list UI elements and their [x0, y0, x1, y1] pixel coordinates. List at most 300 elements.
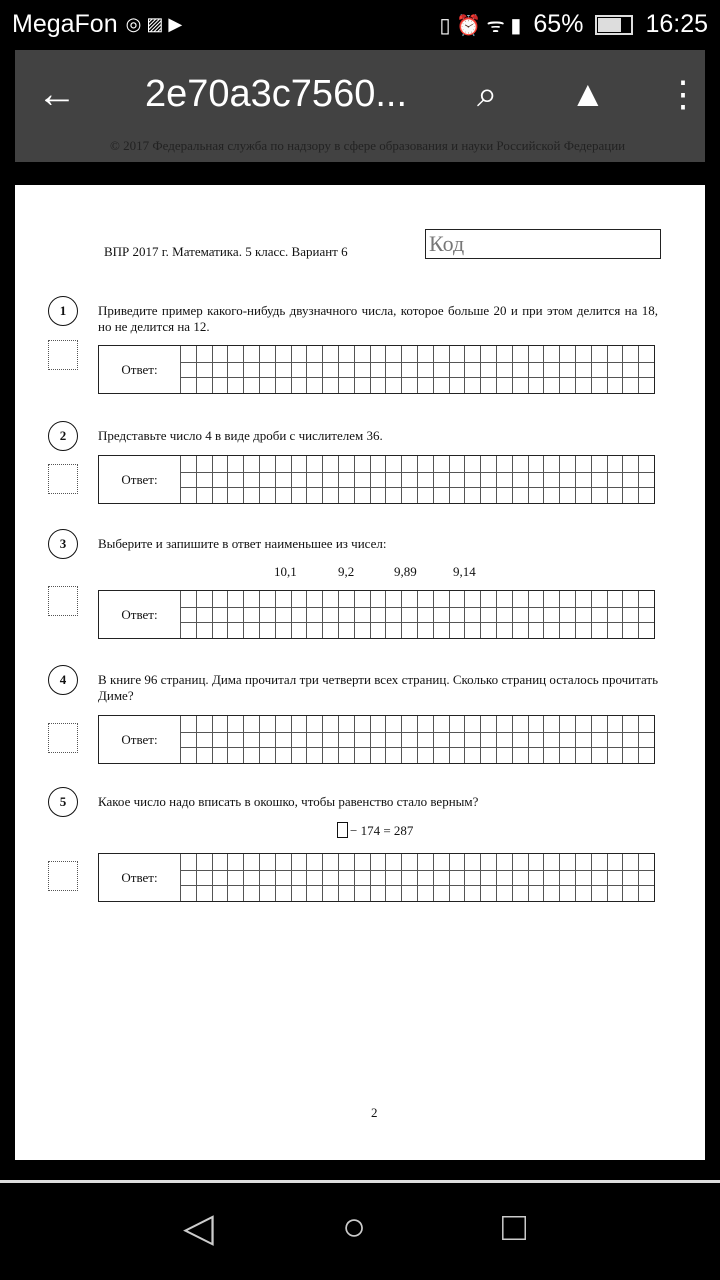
grid-cell — [464, 747, 480, 763]
grid-cell — [512, 487, 528, 503]
grid-cell — [575, 362, 591, 378]
grid-cell — [512, 362, 528, 378]
grid-cell — [227, 732, 243, 748]
grid-cell — [543, 607, 559, 623]
grid-cell — [464, 622, 480, 638]
grid-cell — [638, 607, 654, 623]
grid-cell — [196, 732, 212, 748]
carrier: MegaFon — [12, 10, 118, 38]
grid-cell — [607, 885, 623, 901]
grid-cell — [449, 591, 465, 607]
number-option: 9,2 — [338, 564, 355, 579]
score-box — [48, 586, 78, 616]
grid-cell — [227, 487, 243, 503]
grid-cell — [338, 362, 354, 378]
grid-cell — [622, 346, 638, 362]
grid-cell — [275, 346, 291, 362]
status-bar — [0, 0, 720, 50]
grid-cell — [227, 607, 243, 623]
grid-cell — [196, 607, 212, 623]
grid-cell — [370, 607, 386, 623]
grid-cell — [370, 472, 386, 488]
grid-cell — [575, 747, 591, 763]
grid-cell — [607, 732, 623, 748]
grid-cell — [638, 854, 654, 870]
grid-cell — [559, 362, 575, 378]
grid-cell — [227, 362, 243, 378]
grid-cell — [259, 472, 275, 488]
grid-cell — [496, 747, 512, 763]
grid-cell — [480, 362, 496, 378]
grid-cell — [591, 607, 607, 623]
grid-cell — [338, 622, 354, 638]
grid-cell — [354, 716, 370, 732]
grid-cell — [575, 377, 591, 393]
grid-cell — [433, 472, 449, 488]
grid-cell — [449, 732, 465, 748]
grid-cell — [259, 487, 275, 503]
grid-cell — [543, 346, 559, 362]
grid-cell — [354, 622, 370, 638]
more-options-icon[interactable]: ⋮ — [665, 73, 701, 114]
question-text: В книге 96 страниц. Дима прочитал три четверти всех страниц. Сколько страниц осталось прочитать Диме? — [98, 672, 658, 703]
grid-cell — [464, 472, 480, 488]
grid-cell — [559, 747, 575, 763]
grid-cell — [354, 591, 370, 607]
answer-label: Ответ: — [121, 362, 158, 377]
grid-cell — [385, 870, 401, 886]
grid-cell — [322, 377, 338, 393]
grid-cell — [354, 377, 370, 393]
score-box — [48, 340, 78, 370]
grid-cell — [401, 472, 417, 488]
grid-cell — [354, 362, 370, 378]
grid-cell — [180, 487, 196, 503]
grid-cell — [480, 716, 496, 732]
grid-cell — [243, 377, 259, 393]
grid-cell — [607, 487, 623, 503]
grid-cell — [354, 472, 370, 488]
answer-grid — [180, 591, 654, 638]
grid-cell — [480, 591, 496, 607]
grid-cell — [622, 591, 638, 607]
grid-cell — [543, 732, 559, 748]
grid-cell — [417, 362, 433, 378]
grid-cell — [480, 854, 496, 870]
drive-add-icon[interactable]: ▲ — [570, 73, 606, 114]
question-number: 5 — [48, 787, 78, 817]
grid-cell — [512, 456, 528, 472]
grid-cell — [417, 472, 433, 488]
grid-cell — [259, 622, 275, 638]
grid-cell — [306, 472, 322, 488]
grid-cell — [417, 870, 433, 886]
grid-cell — [275, 456, 291, 472]
grid-cell — [591, 732, 607, 748]
answer-box — [98, 590, 655, 639]
grid-cell — [591, 377, 607, 393]
grid-cell — [417, 591, 433, 607]
grid-cell — [259, 456, 275, 472]
grid-cell — [401, 456, 417, 472]
grid-cell — [370, 346, 386, 362]
grid-cell — [322, 472, 338, 488]
grid-cell — [306, 622, 322, 638]
grid-cell — [180, 747, 196, 763]
grid-cell — [591, 346, 607, 362]
battery-icon — [595, 15, 633, 35]
grid-cell — [449, 747, 465, 763]
grid-cell — [291, 854, 307, 870]
grid-cell — [433, 487, 449, 503]
grid-cell — [607, 591, 623, 607]
grid-cell — [322, 854, 338, 870]
grid-cell — [338, 346, 354, 362]
grid-cell — [622, 747, 638, 763]
back-triangle-icon[interactable]: ◁ — [183, 1206, 214, 1250]
grid-cell — [243, 870, 259, 886]
grid-cell — [401, 346, 417, 362]
grid-cell — [338, 487, 354, 503]
grid-cell — [291, 607, 307, 623]
grid-cell — [638, 377, 654, 393]
answer-grid — [180, 854, 654, 901]
grid-cell — [196, 456, 212, 472]
grid-cell — [196, 716, 212, 732]
grid-cell — [496, 732, 512, 748]
grid-cell — [243, 346, 259, 362]
grid-cell — [306, 885, 322, 901]
grid-cell — [559, 622, 575, 638]
grid-cell — [512, 854, 528, 870]
grid-cell — [259, 607, 275, 623]
grid-cell — [543, 870, 559, 886]
answer-grid — [180, 456, 654, 503]
grid-cell — [607, 377, 623, 393]
grid-cell — [259, 732, 275, 748]
grid-cell — [433, 346, 449, 362]
grid-cell — [322, 732, 338, 748]
grid-cell — [338, 870, 354, 886]
grid-cell — [528, 591, 544, 607]
grid-cell — [275, 732, 291, 748]
grid-cell — [622, 456, 638, 472]
grid-cell — [306, 487, 322, 503]
grid-cell — [385, 622, 401, 638]
grid-cell — [259, 377, 275, 393]
grid-cell — [575, 346, 591, 362]
grid-cell — [259, 747, 275, 763]
grid-cell — [417, 885, 433, 901]
clock: 16:25 — [645, 10, 708, 38]
grid-cell — [559, 456, 575, 472]
grid-cell — [638, 732, 654, 748]
question-number: 2 — [48, 421, 78, 451]
grid-cell — [464, 456, 480, 472]
grid-cell — [417, 377, 433, 393]
grid-cell — [401, 870, 417, 886]
grid-cell — [243, 607, 259, 623]
grid-cell — [543, 362, 559, 378]
grid-cell — [227, 854, 243, 870]
grid-cell — [259, 362, 275, 378]
grid-cell — [528, 472, 544, 488]
grid-cell — [480, 472, 496, 488]
grid-cell — [622, 487, 638, 503]
grid-cell — [370, 854, 386, 870]
grid-cell — [559, 487, 575, 503]
grid-cell — [433, 607, 449, 623]
grid-cell — [306, 377, 322, 393]
grid-cell — [638, 885, 654, 901]
grid-cell — [512, 747, 528, 763]
grid-cell — [559, 607, 575, 623]
grid-cell — [512, 377, 528, 393]
recents-square-icon[interactable]: □ — [502, 1205, 527, 1249]
grid-cell — [306, 747, 322, 763]
score-box — [48, 464, 78, 494]
grid-cell — [243, 732, 259, 748]
grid-cell — [638, 472, 654, 488]
grid-cell — [370, 377, 386, 393]
grid-cell — [180, 346, 196, 362]
grid-cell — [607, 362, 623, 378]
grid-cell — [559, 472, 575, 488]
grid-cell — [354, 854, 370, 870]
grid-cell — [212, 472, 228, 488]
grid-cell — [354, 747, 370, 763]
blank-box — [337, 822, 348, 838]
grid-cell — [306, 591, 322, 607]
grid-cell — [638, 622, 654, 638]
grid-cell — [607, 870, 623, 886]
number-option: 9,89 — [394, 564, 417, 579]
grid-cell — [464, 732, 480, 748]
grid-cell — [512, 870, 528, 886]
grid-cell — [607, 346, 623, 362]
grid-cell — [464, 870, 480, 886]
grid-cell — [196, 591, 212, 607]
grid-cell — [528, 622, 544, 638]
grid-cell — [496, 487, 512, 503]
grid-cell — [559, 870, 575, 886]
grid-cell — [607, 607, 623, 623]
grid-cell — [322, 716, 338, 732]
grid-cell — [370, 456, 386, 472]
code-field: Код — [425, 229, 661, 259]
grid-cell — [528, 607, 544, 623]
grid-cell — [543, 377, 559, 393]
grid-cell — [433, 622, 449, 638]
grid-cell — [243, 622, 259, 638]
grid-cell — [212, 487, 228, 503]
grid-cell — [227, 377, 243, 393]
app-toolbar — [15, 50, 705, 162]
grid-cell — [480, 346, 496, 362]
grid-cell — [401, 747, 417, 763]
grid-cell — [227, 622, 243, 638]
battery-percent: 65% — [533, 10, 584, 38]
grid-cell — [575, 456, 591, 472]
grid-cell — [528, 346, 544, 362]
grid-cell — [291, 472, 307, 488]
grid-cell — [338, 456, 354, 472]
grid-cell — [543, 716, 559, 732]
grid-cell — [322, 591, 338, 607]
grid-cell — [622, 716, 638, 732]
grid-cell — [464, 377, 480, 393]
grid-cell — [449, 346, 465, 362]
grid-cell — [559, 346, 575, 362]
grid-cell — [212, 622, 228, 638]
grid-cell — [243, 885, 259, 901]
grid-cell — [196, 854, 212, 870]
grid-cell — [417, 747, 433, 763]
answer-grid — [180, 346, 654, 393]
grid-cell — [449, 487, 465, 503]
grid-cell — [322, 346, 338, 362]
grid-cell — [528, 870, 544, 886]
grid-cell — [180, 377, 196, 393]
grid-cell — [512, 732, 528, 748]
grid-cell — [559, 377, 575, 393]
grid-cell — [417, 732, 433, 748]
grid-cell — [180, 732, 196, 748]
grid-cell — [291, 747, 307, 763]
grid-cell — [559, 591, 575, 607]
grid-cell — [449, 456, 465, 472]
grid-cell — [638, 362, 654, 378]
grid-cell — [275, 487, 291, 503]
question-number: 1 — [48, 296, 78, 326]
grid-cell — [322, 362, 338, 378]
grid-cell — [622, 885, 638, 901]
grid-cell — [243, 487, 259, 503]
grid-cell — [322, 607, 338, 623]
grid-cell — [464, 487, 480, 503]
grid-cell — [370, 591, 386, 607]
grid-cell — [227, 716, 243, 732]
grid-cell — [180, 885, 196, 901]
grid-cell — [338, 591, 354, 607]
grid-cell — [354, 885, 370, 901]
grid-cell — [385, 472, 401, 488]
grid-cell — [243, 854, 259, 870]
grid-cell — [591, 747, 607, 763]
grid-cell — [180, 716, 196, 732]
grid-cell — [243, 472, 259, 488]
grid-cell — [449, 377, 465, 393]
question-text: Представьте число 4 в виде дроби с числителем 36. — [98, 428, 383, 443]
grid-cell — [275, 747, 291, 763]
grid-cell — [401, 622, 417, 638]
grid-cell — [638, 346, 654, 362]
grid-cell — [338, 607, 354, 623]
number-option: 9,14 — [453, 564, 476, 579]
search-icon[interactable]: ⌕ — [477, 73, 498, 114]
grid-cell — [575, 487, 591, 503]
grid-cell — [591, 472, 607, 488]
grid-cell — [275, 870, 291, 886]
grid-cell — [401, 885, 417, 901]
grid-cell — [607, 854, 623, 870]
grid-cell — [496, 591, 512, 607]
grid-cell — [243, 591, 259, 607]
grid-cell — [291, 885, 307, 901]
grid-cell — [196, 487, 212, 503]
grid-cell — [496, 885, 512, 901]
grid-cell — [575, 472, 591, 488]
grid-cell — [291, 622, 307, 638]
grid-cell — [401, 607, 417, 623]
home-circle-icon[interactable]: ○ — [342, 1205, 367, 1249]
grid-cell — [496, 362, 512, 378]
grid-cell — [480, 622, 496, 638]
grid-cell — [259, 870, 275, 886]
grid-cell — [638, 870, 654, 886]
grid-cell — [638, 487, 654, 503]
grid-cell — [528, 377, 544, 393]
grid-cell — [528, 747, 544, 763]
grid-cell — [306, 870, 322, 886]
grid-cell — [291, 362, 307, 378]
grid-cell — [275, 607, 291, 623]
grid-cell — [291, 456, 307, 472]
grid-cell — [385, 456, 401, 472]
grid-cell — [417, 607, 433, 623]
grid-cell — [291, 716, 307, 732]
grid-cell — [259, 346, 275, 362]
grid-cell — [464, 885, 480, 901]
grid-cell — [212, 607, 228, 623]
grid-cell — [559, 732, 575, 748]
grid-cell — [417, 487, 433, 503]
grid-cell — [291, 732, 307, 748]
grid-cell — [275, 472, 291, 488]
grid-cell — [212, 747, 228, 763]
score-box — [48, 861, 78, 891]
grid-cell — [370, 622, 386, 638]
grid-cell — [607, 747, 623, 763]
grid-cell — [401, 732, 417, 748]
grid-cell — [291, 346, 307, 362]
grid-cell — [543, 591, 559, 607]
grid-cell — [449, 472, 465, 488]
grid-cell — [275, 377, 291, 393]
grid-cell — [243, 747, 259, 763]
grid-cell — [417, 346, 433, 362]
grid-cell — [227, 591, 243, 607]
grid-cell — [196, 472, 212, 488]
grid-cell — [212, 377, 228, 393]
grid-cell — [433, 732, 449, 748]
answer-box — [98, 853, 655, 902]
grid-cell — [212, 716, 228, 732]
grid-cell — [401, 716, 417, 732]
grid-cell — [275, 716, 291, 732]
back-arrow-icon[interactable]: ← — [37, 72, 77, 116]
answer-label: Ответ: — [121, 870, 158, 885]
grid-cell — [512, 346, 528, 362]
grid-cell — [354, 346, 370, 362]
signal-icons: ▯ ⏰ ᯤ ▮ — [439, 15, 522, 37]
question-text: Приведите пример какого-нибудь двузначного числа, которое больше 20 и при этом делится на 18, но не делится на 12. — [98, 303, 658, 334]
grid-cell — [275, 885, 291, 901]
grid-cell — [512, 885, 528, 901]
grid-cell — [243, 362, 259, 378]
grid-cell — [212, 854, 228, 870]
grid-cell — [227, 747, 243, 763]
